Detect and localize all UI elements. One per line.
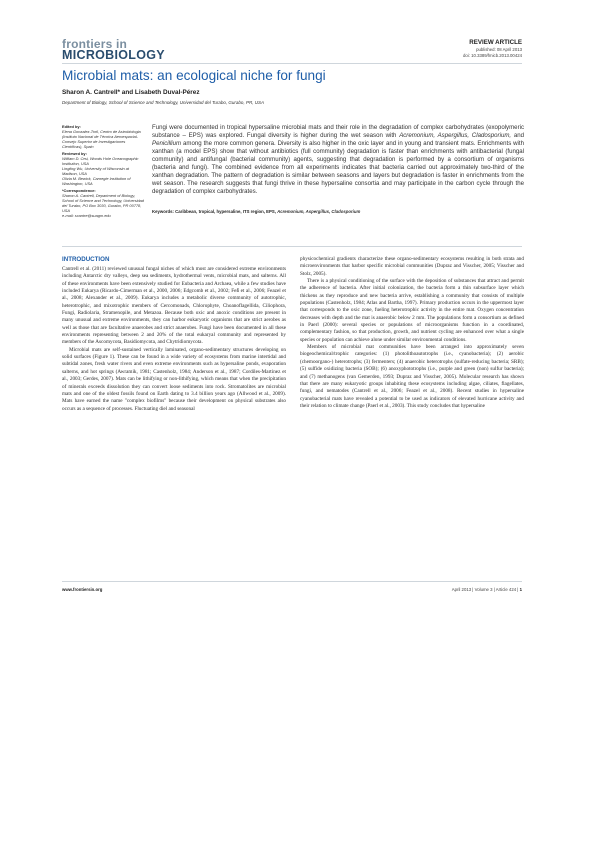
intro-paragraph-4: There is a physical conditioning of the surface with the deposition of substances that attract and permit the adherence of bacteria. After initial colonization, the bacteria form a thin subsurface layer which thickens as they reproduce and new bacteria arrive, establishing a community that consists of multiple populations (Castenholz, 1984; Atlas and Bartha, 1997). Primary production occurs in the uppermost layer that corresponds to the oxic zone, fueling heterotrophic activity in the entire mat. Oxygen concentration decreases with depth and the mat is anaerobic below 2 mm. The populations form a consortium as defined in Paerl (2000): several species or populations of microorganisms function in a coordinated, complementary fashion, so that production, growth, and nutrient cycling are enhanced over what a single species or population can achieve alone under similar environmental conditions. xyxy=(300,278,524,343)
intro-paragraph-3: physicochemical gradients characterize these organo-sedimentary ecosystems resulting in both strata and microenvironments that harbor specific microbial communities (Dupraz and Visscher, 2005; Visscher and Stolz, 2005). xyxy=(300,256,524,277)
footer-rule xyxy=(62,581,522,582)
intro-heading: INTRODUCTION xyxy=(62,256,110,263)
journal-logo-line2: MICROBIOLOGY xyxy=(62,48,165,62)
keywords-italic: Acremonium, Aspergillus, Cladosporium xyxy=(277,209,361,214)
keywords xyxy=(152,209,524,214)
reviewer-1: William D. Orsi, Woods Hole Oceanographic Institution, USA xyxy=(62,155,139,166)
intro-paragraph-5: Members of microbial mat communities have been arranged into approximately seven biogeochemical/trophic categories: (1) photolithoautotrophs (i.e., cyanobacteria); (2) aerobic (chemoorgano-) heterotrophs; (3) fermenters; (4) anaerobic heterotrophs (sulfate-reducing bacteria; SRB); (5) sulfide oxidizing bacteria (SOB); (6) anoxyphototrophs (i.e., purple and green (non) sulfur bacteria); and (7) methanogens (van Gemerden, 1993; Dupraz and Visscher, 2005). Molecular research has shown that there are many eukaryotic groups inhabiting these ecosystems including algae, ciliates, flagellates, fungi, and nematodes (Cantrell et al., 2006; Feazel et al., 2008). Recent studies in hypersaline cyanobacterial mats have revealed a potential to be used as indicators of elevated hurricane activity and their relation to climate change (Paerl et al., 2003). This study concludes that hypersaline xyxy=(300,344,524,409)
abstract-part2: and xyxy=(511,132,524,140)
article-title: Microbial mats: an ecological niche for fungi xyxy=(62,68,326,83)
correspondence: Sharon A. Cantrell, Department of Biology, School of Science and Technology, Universidad del Turabo, PO Box 3030, Gurabo, PR 00778, USA xyxy=(62,192,144,213)
reviewed-by-label: Reviewed by: xyxy=(62,150,87,156)
sidebar-metadata xyxy=(62,124,144,219)
intro-paragraph-2: Microbial mats are self-sustained vertically laminated, organo-sedimentary structures developing on solid surfaces (Figure 1). These can be found in a wide variety of ecosystems from marine intertidal and subtidal zones, fresh water rivers and even extreme environments such as hypersaline ponds, evaporation salterns, and hot springs (Awramik, 1981; Castenholz, 1984; Anderson et al., 1987; Cordiles-Martinez et al., 2003; Gerdes, 2007). Mats can be lithifying or non-lithifying, which means that when the precipitation of minerals exceeds dissolution they can convert loose sediments into rock. Stromatolites are microbial mats and one of the oldest fossils found on Earth dating to 3.4 billion years ago (Allwood et al., 2009). Mats have earned the name "complex biofilms" because their development on physical substrates also occurs as a sequence of processes. Fluctuating diel and seasonal xyxy=(62,346,286,412)
header-rule xyxy=(62,63,522,64)
footer-date: April 2013 | Volume 3 | Article 424 | xyxy=(451,587,520,592)
edited-by-label: Edited by: xyxy=(62,124,81,129)
abstract-species2: Penicillium xyxy=(152,140,182,148)
body-column-right xyxy=(300,256,524,572)
published-date: published: 08 April 2013 xyxy=(476,47,522,52)
article-authors: Sharon A. Cantrell* and Lisabeth Duval-Pérez xyxy=(62,89,200,96)
abstract-species1: Acremonium, Aspergillus, Cladosporium, xyxy=(399,132,512,140)
footer-website[interactable]: www.frontiersin.org xyxy=(62,587,103,592)
article-doi[interactable]: doi: 10.3389/fmicb.2013.00424 xyxy=(462,52,522,58)
article-affiliation: Department of Biology, School of Science and Technology, Universidad del Turabo, Gurabo, PR, USA xyxy=(62,100,264,105)
keywords-plain: Caribbean, tropical, hypersaline, ITS region, EPS, xyxy=(175,209,278,214)
reviewer-3: Olivia M. Bewick, Carnegie Institution of Washington, USA xyxy=(62,175,131,187)
abstract-part1: Fungi were documented in tropical hypersaline microbial mats and their role in the degradation of complex carbohydrates (exopolymeric substance – EPS) was explored. Fungal diversity is higher during the wet season with xyxy=(152,124,524,140)
footer-page-number: 1 xyxy=(519,587,522,592)
body-column-left xyxy=(62,266,286,572)
article-type: REVIEW ARTICLE xyxy=(469,39,522,46)
reviewer-2: Lingling Wu, University of Wisconsin at Madison, USA xyxy=(62,165,129,176)
editor: Elena Gonzalez-Toril, Centro de Astrobiologia (Instituto Nacional de Técnica Aeroespacial-Consejo Superior de Investigaciones Científicas), Spain xyxy=(62,129,141,150)
correspondence-email[interactable]: e-mail: scantre@suagm.edu xyxy=(62,212,111,218)
keywords-label: Keywords: xyxy=(152,209,174,214)
correspondence-label: *Correspondence: xyxy=(62,187,96,193)
abstract xyxy=(152,124,524,206)
article-meta xyxy=(463,47,522,58)
journal-logo-line1: frontiers in xyxy=(62,37,128,51)
intro-paragraph-1: Cantrell et al. (2011) reviewed unusual fungal niches of which most are considered extreme environments including Antarctic dry valleys, deep sea sediments, hydrothermal vents, microbial mats, and salterns. All of these environments have been extensively studied for Eubacteria and Archaea, while a few studies have included Eukarya (Ricardo-Cimerman et al., 2000, 2006; Edgcomb et al., 2002; Feß et al., 2006; Feazel et al., 2008; Alexander et al., 2009). Eukarya includes a metabolic diverse community of autotrophic, heterotrophic, and mixotrophic members of Cercomonads, Chlorophyte, Choanoflagellida, Ciliophora, Fungi, Radiolaria, Stramenopile, and Metazoa. Because both oxic and anoxic conditions are present in many unusual and extreme environments, they can harbor eukaryotic organisms that are strict aerobes as well as those that are facultative anaerobes and strict anaerobes. Fungi have been documented in all these environments representing between 2 and 20% of the total eukaryal community and represented by members of the Ascomycota, Basidiomycota, and Chytridiomycota. xyxy=(62,266,286,346)
footer-citation xyxy=(452,587,522,592)
abstract-part3: among the more common genera. Diversity is also higher in the oxic layer and in young and transient mats. Enrichments with xanthan (a model EPS) show that without antibiotics (full community) degradation is faster than enrichments with antibacterial (fungal community) and antifungal (bacterial community) agents, suggesting that degradation is performed by a consortium of organisms (bacteria and fungi). The combined evidence from all experiments indicates that bacteria carried out approximately two-third of the xanthan degradation. The pattern of degradation is similar between seasons and layers but degradation is faster in enrichments from the wet season. The research suggests that fungi thrive in these hypersaline consortia and may participate in the carbon cycle through the degradation of complex carbohydrates. xyxy=(152,140,524,196)
section-rule xyxy=(62,246,522,247)
